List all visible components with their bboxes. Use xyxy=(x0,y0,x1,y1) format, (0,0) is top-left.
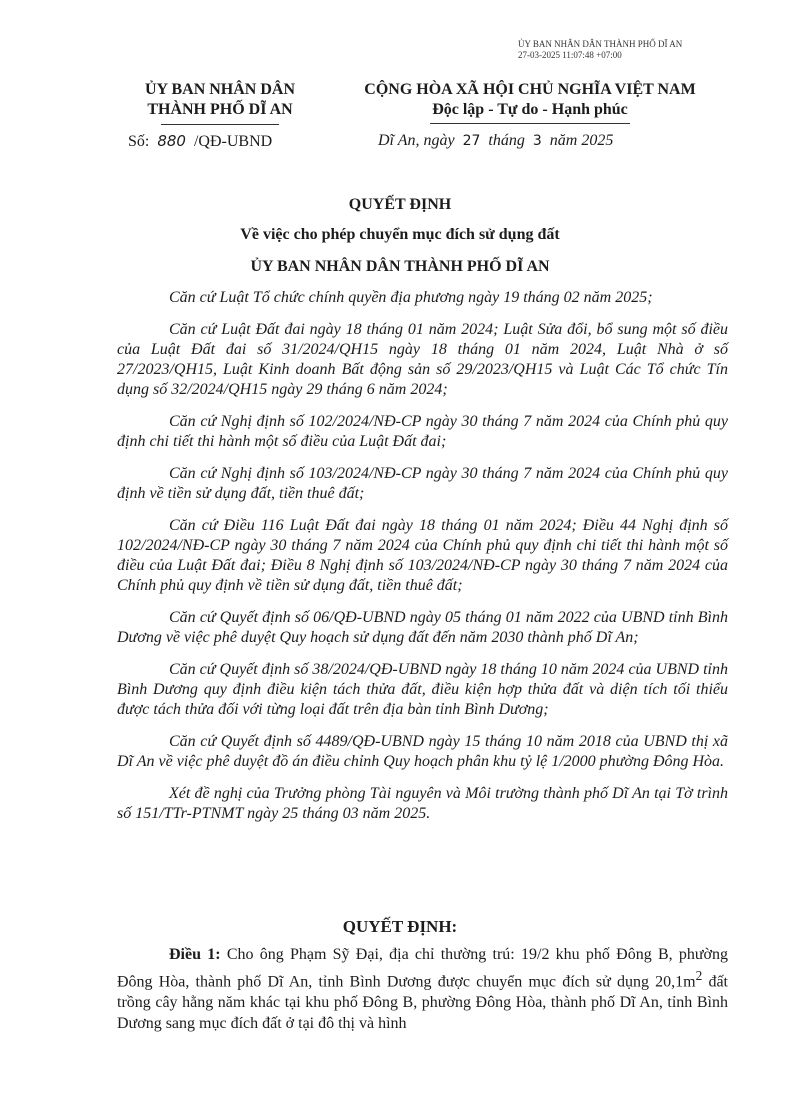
preamble-paragraph: Xét đề nghị của Trưởng phòng Tài nguyên và Môi trường thành phố Dĩ An tại Tờ trình số 151/TTr-PTNMT ngày 25 tháng 03 năm 2025. xyxy=(117,785,728,822)
preamble-paragraph: Căn cứ Luật Đất đai ngày 18 tháng 01 năm 2024; Luật Sửa đổi, bổ sung một số điều của Luật Đất đai số 31/2024/QH15 ngày 18 tháng 01 năm 2024, Luật Nhà ở số 27/2023/QH15, Luật Kinh doanh Bất động sản số 29/2023/QH15 và Luật Các Tổ chức Tín dụng số 32/2024/QH15 ngày 29 tháng 6 năm 2024; xyxy=(117,321,728,398)
document-title: QUYẾT ĐỊNH xyxy=(348,196,452,213)
agency-line-2: THÀNH PHỐ DĨ AN xyxy=(147,101,293,118)
date-day-handwritten: 27 xyxy=(462,133,481,149)
decision-heading: QUYẾT ĐỊNH: xyxy=(342,917,458,936)
legal-basis-preamble xyxy=(117,288,728,836)
national-motto: Độc lập - Tự do - Hạnh phúc xyxy=(432,101,628,118)
motto-underline xyxy=(430,123,630,124)
preamble-paragraph: Căn cứ Quyết định số 4489/QĐ-UBND ngày 15 tháng 10 năm 2018 của UBND thị xã Dĩ An về việc phê duyệt đồ án điều chỉnh Quy hoạch phân khu tỷ lệ 1/2000 phường Đông Hòa. xyxy=(117,733,728,770)
issue-date xyxy=(378,132,613,150)
document-number xyxy=(128,132,272,151)
preamble-paragraph: Căn cứ Quyết định số 06/QĐ-UBND ngày 05 tháng 01 năm 2022 của UBND tỉnh Bình Dương về việc phê duyệt Quy hoạch sử dụng đất đến năm 2030 thành phố Dĩ An; xyxy=(117,609,728,646)
issuing-authority: ỦY BAN NHÂN DÂN THÀNH PHỐ DĨ AN xyxy=(250,258,550,275)
date-month-label: tháng xyxy=(488,132,525,149)
stamp-timestamp: 27-03-2025 11:07:48 +07:00 xyxy=(518,50,622,60)
preamble-paragraph: Căn cứ Nghị định số 102/2024/NĐ-CP ngày 30 tháng 7 năm 2024 của Chính phủ quy định chi tiết thi hành một số điều của Luật Đất đai; xyxy=(117,413,728,450)
area-unit-superscript: 2 xyxy=(695,968,703,983)
article-1-label: Điều 1: xyxy=(169,946,221,963)
digital-signature-stamp xyxy=(518,39,682,61)
doc-number-handwritten: 880 xyxy=(157,132,186,150)
article-1-paragraph xyxy=(117,944,728,1034)
article-1-text-part1: Cho ông Phạm Sỹ Đại, địa chỉ thường trú: 19/2 khu phố Đông B, phường Đông Hòa, thành phố Dĩ An, tỉnh Bình Dương được chuyển mục đích sử dụng 20,1m xyxy=(117,946,729,991)
preamble-paragraph: Căn cứ Quyết định số 38/2024/QĐ-UBND ngày 18 tháng 10 năm 2024 của UBND tỉnh Bình Dương quy định điều kiện tách thửa đất, điều kiện hợp thửa đất và diện tích tối thiểu được tách thửa đối với từng loại đất trên địa bàn tỉnh Bình Dương; xyxy=(117,661,728,718)
doc-number-prefix: Số: xyxy=(128,133,150,150)
agency-underline xyxy=(161,124,279,125)
doc-number-suffix: /QĐ-UBND xyxy=(193,133,273,150)
article-1-text-part2: đất trồng cây hằng năm khác tại khu phố Đông B, phường Đông Hòa, thành phố Dĩ An, tỉnh Bình Dương sang mục đích đất ở tại đô thị và hình xyxy=(117,973,729,1033)
date-prefix: Dĩ An, ngày xyxy=(378,132,455,149)
issuing-agency-header xyxy=(120,80,320,125)
document-subject: Về việc cho phép chuyển mục đích sử dụng đất xyxy=(240,226,560,243)
agency-line-1: ỦY BAN NHÂN DÂN xyxy=(144,81,296,98)
preamble-paragraph: Căn cứ Luật Tổ chức chính quyền địa phương ngày 19 tháng 02 năm 2025; xyxy=(169,289,653,306)
national-motto-header xyxy=(330,80,730,124)
article-1 xyxy=(117,944,728,1034)
preamble-paragraph: Căn cứ Nghị định số 103/2024/NĐ-CP ngày 30 tháng 7 năm 2024 của Chính phủ quy định về tiền sử dụng đất, tiền thuê đất; xyxy=(117,465,728,502)
date-year: năm 2025 xyxy=(549,132,614,149)
date-month-handwritten: 3 xyxy=(532,133,542,149)
preamble-paragraph: Căn cứ Điều 116 Luật Đất đai ngày 18 tháng 01 năm 2024; Điều 44 Nghị định số 102/2024/NĐ-CP ngày 30 tháng 7 năm 2024 của Chính phủ quy định chi tiết thi hành một số điều của Luật Đất đai; Điều 8 Nghị định số 103/2024/NĐ-CP ngày 30 tháng 7 năm 2024 của Chính phủ quy định về tiền sử dụng đất, tiền thuê đất; xyxy=(117,517,728,594)
stamp-issuer: ỦY BAN NHÂN DÂN THÀNH PHỐ DĨ AN xyxy=(518,39,683,49)
country-name: CỘNG HÒA XÃ HỘI CHỦ NGHĨA VIỆT NAM xyxy=(364,81,696,98)
